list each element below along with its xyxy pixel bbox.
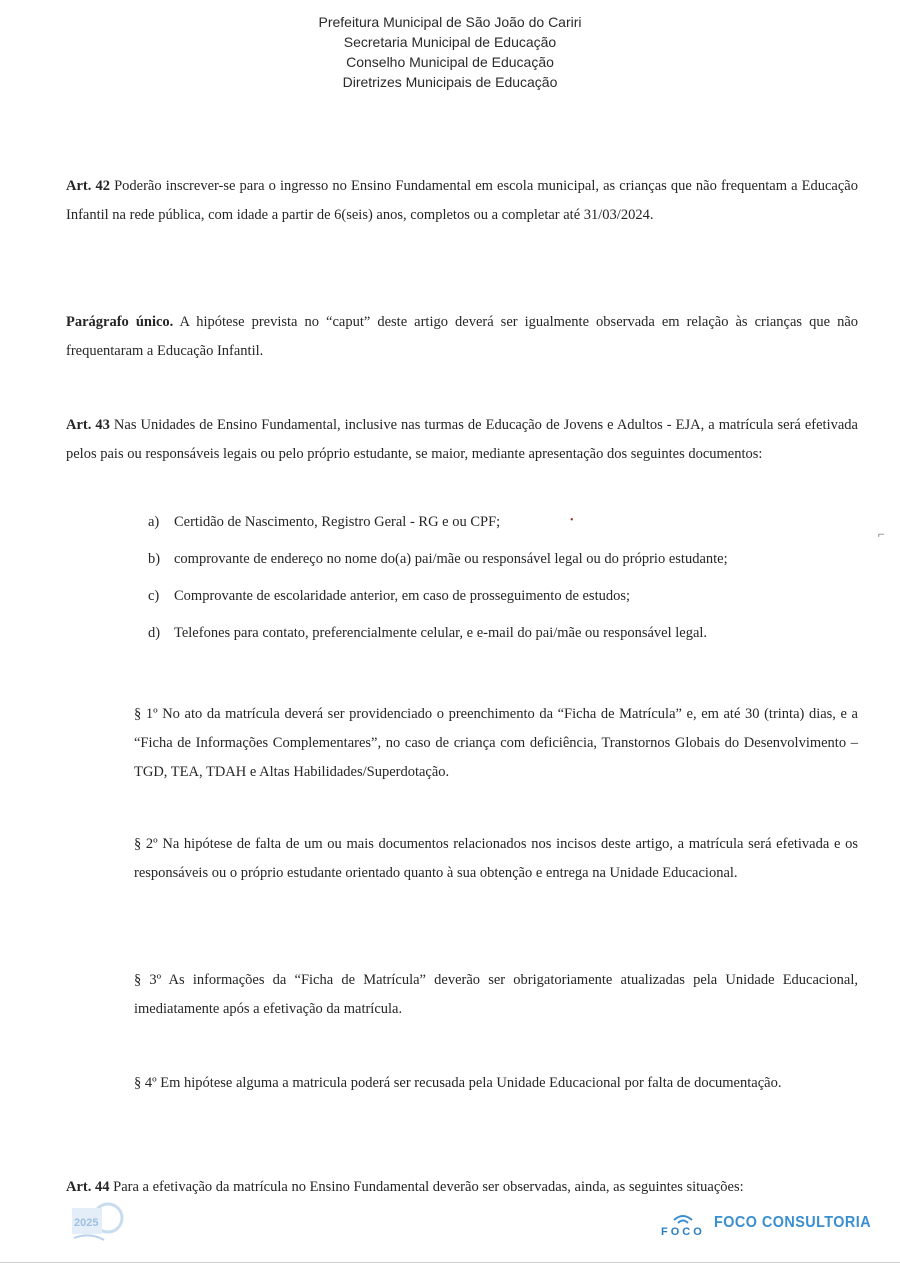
article-44-text: Para a efetivação da matrícula no Ensino Fundamental deverão ser observadas, ainda, as seguintes situações:: [109, 1179, 744, 1195]
article-42-text: Poderão inscrever-se para o ingresso no Ensino Fundamental em escola municipal, as crianças que não frequentam a Educação Infantil na rede pública, com idade a partir de 6(seis) anos, completos ou a completar até 31/03/2024.: [66, 178, 858, 223]
paragraph-3: § 3º As informações da “Ficha de Matrícula” deverão ser obrigatoriamente atualizadas pela Unidade Educacional, imediatamente após a efetivação da matrícula.: [134, 972, 858, 1017]
header-title: Diretrizes Municipais de Educação: [342, 74, 558, 90]
list-item-marker: b): [148, 551, 161, 567]
list-item: [148, 585, 728, 622]
article-43: [66, 411, 858, 469]
footer-divider: [0, 1262, 900, 1263]
list-item-text: comprovante de endereço no nome do(a) pai/mãe ou responsável legal ou do próprio estudante;: [174, 551, 728, 567]
list-item-marker: d): [148, 625, 161, 641]
paragrafo-unico-label: Parágrafo único.: [66, 314, 174, 330]
header-council: Conselho Municipal de Educação: [346, 54, 554, 70]
list-item: [148, 548, 728, 585]
list-item-text: Certidão de Nascimento, Registro Geral - RG e ou CPF;: [174, 514, 501, 530]
article-43-text: Nas Unidades de Ensino Fundamental, inclusive nas turmas de Educação de Jovens e Adultos - EJA, a matrícula será efetivada pelos pais ou responsáveis legais ou pelo próprio estudante, se maior, mediante apresentação dos seguintes documentos:: [66, 417, 858, 462]
header-secretariat: Secretaria Municipal de Educação: [343, 34, 557, 50]
list-item-marker: a): [148, 514, 160, 530]
anniversary-badge-logo: [70, 1198, 130, 1248]
list-item-marker: c): [148, 588, 160, 604]
scan-mark: ⌐: [878, 527, 885, 541]
document-header: [0, 12, 900, 92]
document-list: [148, 511, 728, 659]
article-43-label: Art. 43: [66, 417, 110, 433]
foco-consultoria-brand: [660, 1210, 889, 1236]
logo-letters: FOCO: [661, 1226, 705, 1236]
paragraph-1: § 1º No ato da matrícula deverá ser providenciado o preenchimento da “Ficha de Matrícula” e, em até 30 (trinta) dias, e a “Ficha de Informações Complementares”, no caso de criança com deficiência, Transtornos Globais do Desenvolvimento – TGD, TEA, TDAH e Altas Habilidades/Superdotação.: [134, 706, 858, 780]
paragraph-4: § 4º Em hipótese alguma a matricula poderá ser recusada pela Unidade Educacional por falta de documentação.: [134, 1075, 782, 1091]
list-item-text: Comprovante de escolaridade anterior, em caso de prosseguimento de estudos;: [174, 588, 631, 604]
article-42-label: Art. 42: [66, 178, 110, 194]
badge-logo-graphic: [70, 1198, 130, 1248]
paragrafo-unico-text: A hipótese prevista no “caput” deste artigo deverá ser igualmente observada em relação às crianças que não frequentaram a Educação Infantil.: [66, 314, 859, 359]
brand-name: FOCO CONSULTORIA: [714, 1214, 872, 1231]
article-42: [66, 172, 858, 230]
list-item-text: Telefones para contato, preferencialmente celular, e e-mail do pai/mãe ou responsável legal.: [174, 625, 708, 641]
badge-year: 2025: [74, 1217, 99, 1229]
list-item: [148, 511, 728, 548]
paragrafo-unico: [66, 308, 858, 366]
wifi-logo-icon: [660, 1210, 706, 1236]
list-item: [148, 622, 728, 659]
paragraph-2: § 2º Na hipótese de falta de um ou mais documentos relacionados nos incisos deste artigo, a matrícula será efetivada e os responsáveis ou o próprio estudante orientado quanto à sua obtenção e entrega na Unidade Educacional.: [134, 836, 858, 881]
article-44: [66, 1173, 858, 1202]
article-44-label: Art. 44: [66, 1179, 110, 1195]
header-municipality: Prefeitura Municipal de São João do Cariri: [318, 14, 582, 30]
scan-speck: •: [570, 515, 574, 526]
